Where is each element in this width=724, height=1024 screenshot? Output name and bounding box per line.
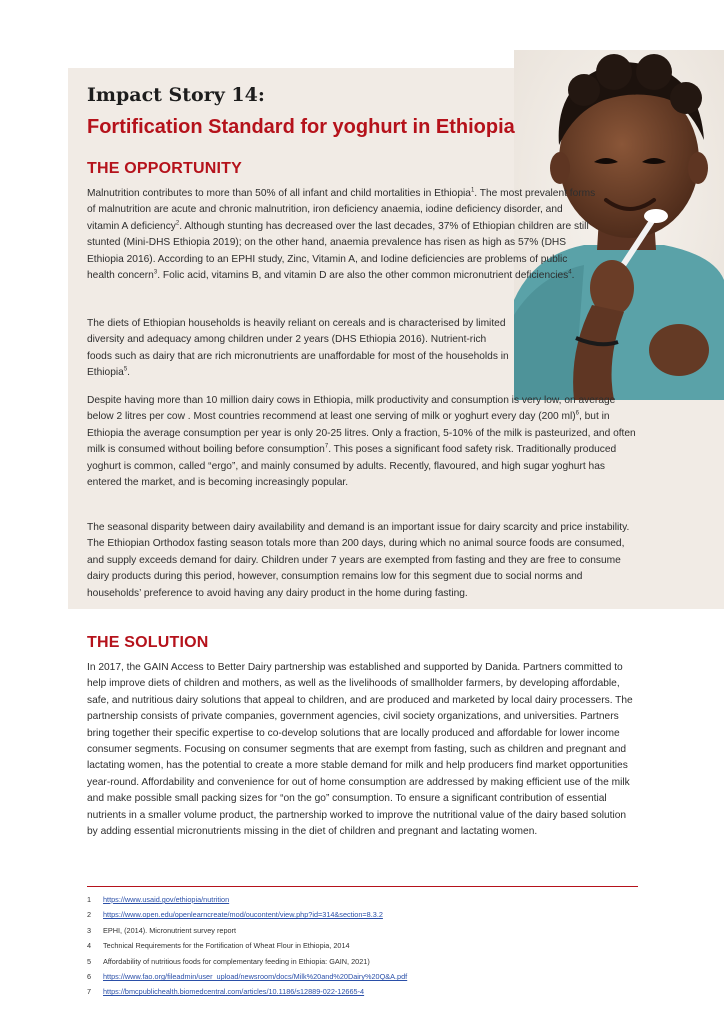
footnote-divider	[87, 886, 638, 887]
story-title: Fortification Standard for yoghurt in Ethiopia	[87, 116, 515, 138]
footnote-item: 1 https://www.usaid.gov/ethiopia/nutrition	[87, 892, 647, 907]
footnote-text: EPHI, (2014). Micronutrient survey report	[103, 925, 237, 935]
solution-paragraph: In 2017, the GAIN Access to Better Dairy partnership was established and supported by Danida. Partners committed to help improve diets of children and mothers, as well as the livelihoods of smallholder farmers, by developing affordable, safe, and nutritious dairy solutions that appeal to children, and are produced and marketed by local dairy processers. The partnership consists of private companies, government agencies, civil society organizations, and universities. Partners bring together their specific expertise to co-develop solutions that are locally produced and affordable for lower income consumer segments. Focusing on consumer segments that are exempt from fasting, such as children and pregnant and lactating women, has the potential to create a more stable demand for milk and help producers find market opportunities year-round. Affordability and convenience for out of home consumption are addressed by making efficient use of the milk and make possible small packing sizes for “on the go” consumption. To ensure a significant contribution of essential nutrients in a smaller volume product, the partnership worked to improve the nutritional value of the dairy based solution by adding essential micronutrients missing in the diet of children and pregnant and lactating women.	[87, 662, 633, 838]
opportunity-paragraph-1: Malnutrition contributes to more than 50% of all infant and child mortalities in Ethiopia$^1$. The most prevalent forms of malnutrition are acute and chronic malnutrition, iron deficiency anaemia, iodine deficiency disorder, and vitamin A deficiency$^2$. Although stunting has decreased over the last decades, 37% of Ethiopian children are still stunted (Mini-DHS Ethiopia 2019); on the other hand, anaemia prevalence has risen as high as 57% (DHS Ethiopia 2016). According to an EPHI study, Zinc, Vitamin A, and Iodine deficiencies are problems of public health concern$^3$. Folic acid, vitamins B, and vitamin D are also the other common micronutrient deficiencies$^4$.	[87, 187, 596, 282]
opportunity-heading: THE OPPORTUNITY	[87, 160, 243, 177]
footnote-item: 7 https://bmcpublichealth.biomedcentral.com/articles/10.1186/s12889-022-12665-4	[87, 984, 647, 999]
footnote-item: 4 Technical Requirements for the Fortification of Wheat Flour in Ethiopia, 2014	[87, 938, 647, 953]
footnote-item: 3 EPHI, (2014). Micronutrient survey report	[87, 923, 647, 938]
footnote-link[interactable]: https://bmcpublichealth.biomedcentral.com/articles/10.1186/s12889-022-12665-4	[103, 987, 365, 997]
opportunity-paragraph-4: The seasonal disparity between dairy availability and demand is an important issue for dairy scarcity and price instability. The Ethiopian Orthodox fasting season totals more than 200 days, during which no animal source foods are consumed, and supply exceeds demand for dairy. Children under 7 years are exempted from fasting and they are free to consume dairy products during this period, however, consumption remains low for this segment due to social norms and households’ preference to avoid having any dairy product in the home during fasting.	[87, 522, 630, 599]
footnote-link[interactable]: https://www.usaid.gov/ethiopia/nutrition	[103, 895, 230, 904]
footnote-item: 5 Affordability of nutritious foods for complementary feeding in Ethiopia: GAIN, 2021)	[87, 954, 647, 969]
footnote-item: 2 https://www.open.edu/openlearncreate/mod/oucontent/view.php?id=314&section=8.3.2	[87, 907, 647, 922]
story-label: Impact Story 14:	[87, 84, 265, 106]
footnote-text: Technical Requirements for the Fortification of Wheat Flour in Ethiopia, 2014	[103, 941, 350, 951]
footnote-list	[87, 892, 647, 1000]
solution-heading: THE SOLUTION	[87, 634, 209, 651]
footnote-link[interactable]: https://www.open.edu/openlearncreate/mod/oucontent/view.php?id=314&section=8.3.2	[103, 910, 383, 920]
footnote-link[interactable]: https://www.fao.org/fileadmin/user_upload/newsroom/docs/Milk%20and%20Dairy%20Q&A.pdf	[103, 972, 408, 982]
opportunity-paragraph-2: The diets of Ethiopian households is heavily reliant on cereals and is characterised by limited diversity and adequacy among children under 2 years (DHS Ethiopia 2016). Nutrient-rich foods such as dairy that are rich micronutrients are unaffordable for most of the households in Ethiopia$^5$.	[87, 318, 509, 379]
opportunity-paragraph-3: Despite having more than 10 million dairy cows in Ethiopia, milk productivity and consumption is very low, on average below 2 litres per cow . Most countries recommend at least one serving of milk or yoghurt every day (200 ml)$^6$, but in Ethiopia the average consumption per year is only 20-25 litres. Only a fraction, 5-10% of the milk is pasteurized, and often milk is consumed without boiling before consumption$^7$. This poses a significant food safety risk. Traditionally produced yoghurt is common, called “ergo”, and mainly consumed by adults. Recently, flavoured, and high sugar yoghurt has entered the market, and is becoming increasingly popular.	[87, 395, 636, 489]
footnote-text: Affordability of nutritious foods for complementary feeding in Ethiopia: GAIN, 2021)	[103, 956, 370, 966]
footnote-item: 6 https://www.fao.org/fileadmin/user_upload/newsroom/docs/Milk%20and%20Dairy%20Q&A.pdf	[87, 969, 647, 984]
